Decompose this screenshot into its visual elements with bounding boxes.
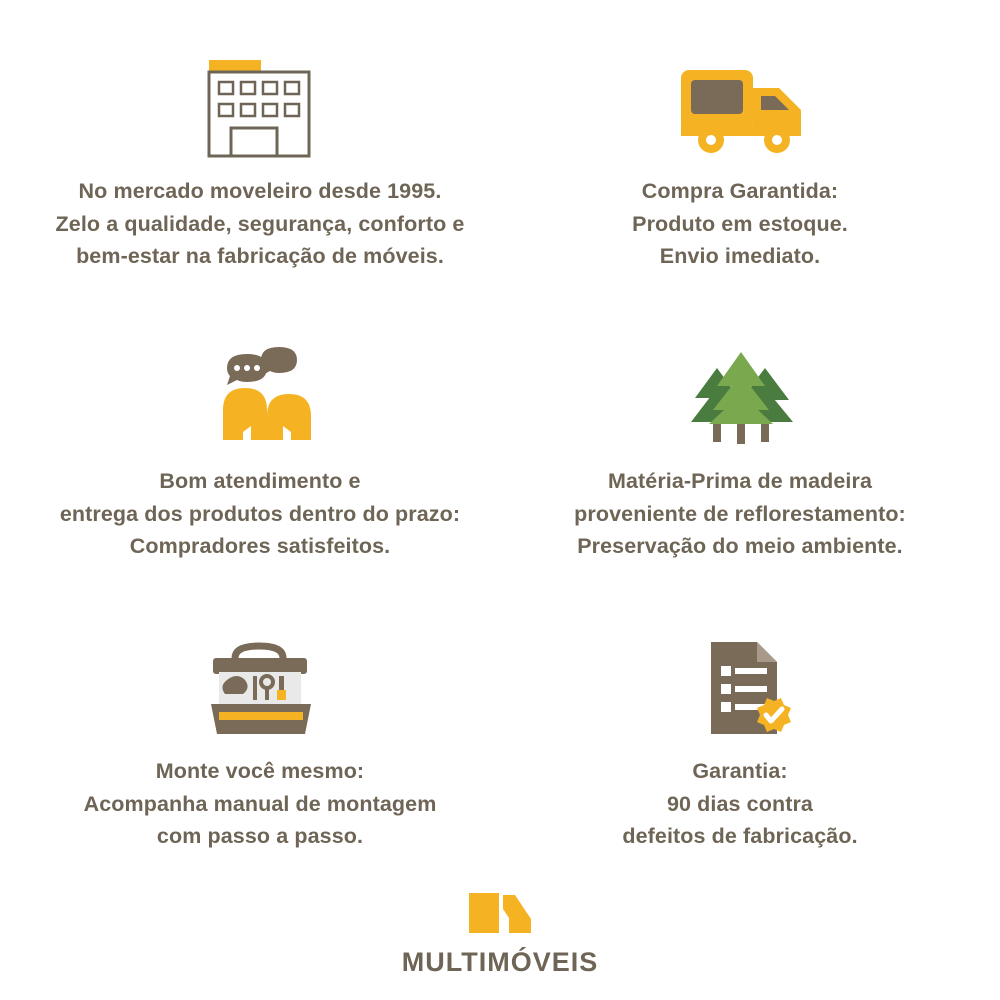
feature-caption [632,175,848,273]
feature-card-warranty [500,610,980,900]
multimoveis-logo-mark [465,889,535,937]
caption-line: Compra Garantida: [641,179,839,203]
factory-building-icon [175,40,345,175]
brand-footer [0,889,1000,978]
toolbox-icon [175,620,345,755]
caption-line: Matéria-Prima de madeira [607,469,873,493]
feature-caption [84,755,437,853]
caption-line: Zelo a qualidade, segurança, conforto e [55,211,465,236]
caption-line: Monte você mesmo: [155,759,365,783]
caption-line: No mercado moveleiro desde 1995. [78,179,442,203]
caption-line: 90 dias contra [666,791,813,816]
pine-trees-icon [655,330,825,465]
feature-caption [56,175,465,273]
feature-card-assembly [20,610,500,900]
feature-card-shipping [500,30,980,320]
feature-caption [60,465,460,563]
feature-caption [622,755,857,853]
delivery-truck-icon [655,40,825,175]
caption-line: bem-estar na fabricação de móveis. [76,244,444,269]
caption-line: defeitos de fabricação. [622,824,858,849]
caption-line: entrega dos produtos dentro do prazo: [59,501,461,526]
caption-line: Preservação do meio ambiente. [577,534,903,559]
caption-line: Envio imediato. [659,244,821,269]
brand-name: MULTIMÓVEIS [401,947,599,977]
feature-caption [574,465,906,563]
caption-line: Compradores satisfeitos. [129,534,391,559]
caption-line: Garantia: [692,759,788,783]
caption-line: Bom atendimento e [159,469,361,493]
caption-line: proveniente de reflorestamento: [574,501,906,526]
features-grid [20,30,980,900]
document-seal-icon [655,620,825,755]
feature-card-wood [500,320,980,610]
feature-card-history [20,30,500,320]
feature-card-service [20,320,500,610]
caption-line: com passo a passo. [156,824,364,849]
people-talking-icon [175,330,345,465]
caption-line: Acompanha manual de montagem [83,791,437,816]
caption-line: Produto em estoque. [632,211,848,236]
